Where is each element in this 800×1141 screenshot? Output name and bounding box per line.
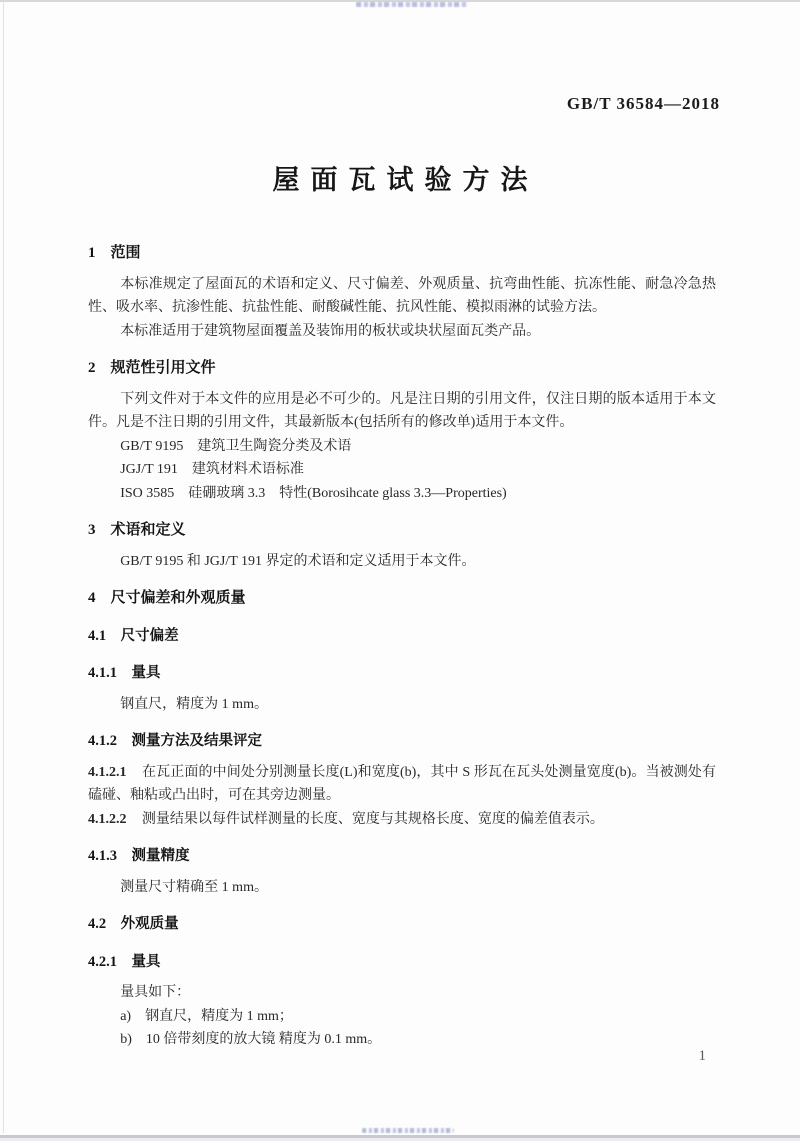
clause-text: 测量结果以每件试样测量的长度、宽度与其规格长度、宽度的偏差值表示。 <box>141 811 604 827</box>
section-4-1-3-paragraph: 测量尺寸精确至 1 mm。 <box>120 879 268 895</box>
section-4-1-1-paragraph: 钢直尺，精度为 1 mm。 <box>120 696 268 712</box>
section-1-heading: 1 范围 <box>88 245 141 261</box>
list-item-b: b) 10 倍带刻度的放大镜 精度为 0.1 mm。 <box>120 1032 382 1047</box>
clause-number: 4.1.2.1 <box>88 764 127 780</box>
section-3-paragraph: GB/T 9195 和 JGJ/T 191 界定的术语和定义适用于本文件。 <box>120 553 476 569</box>
clause-4-1-2-2 <box>88 808 716 832</box>
page-number: 1 <box>698 1048 706 1064</box>
watermark-top <box>356 2 468 7</box>
section-2-heading: 2 规范性引用文件 <box>88 360 216 376</box>
section-4-1-2-heading: 4.1.2 测量方法及结果评定 <box>88 733 262 749</box>
section-1-paragraph: 本标准规定了屋面瓦的术语和定义、尺寸偏差、外观质量、抗弯曲性能、抗冻性能、耐急冷急热性、吸水率、抗渗性能、抗盐性能、耐酸碱性能、抗风性能、模拟雨淋的试验方法。 <box>88 276 716 315</box>
section-4-2-heading: 4.2 外观质量 <box>88 916 179 932</box>
section-4-1-heading: 4.1 尺寸偏差 <box>88 627 179 644</box>
section-3-heading: 3 术语和定义 <box>88 522 186 538</box>
clause-text: 在瓦正面的中间处分别测量长度(L)和宽度(b)，其中 S 形瓦在瓦头处测量宽度(b)。当被测处有磕碰、釉粘或凸出时，可在其旁边测量。 <box>88 764 716 803</box>
clause-4-1-2-1 <box>88 761 716 808</box>
section-4-1-3-heading: 4.1.3 测量精度 <box>88 848 190 864</box>
standard-code: GB/T 36584—2018 <box>566 94 720 113</box>
section-4-2-1-intro: 量具如下： <box>120 985 191 1000</box>
document-body <box>88 228 716 1052</box>
reference-item: JGJ/T 191 建筑材料术语标准 <box>120 462 304 477</box>
document-title: 屋面瓦试验方法 <box>272 165 539 195</box>
section-2-intro: 下列文件对于本文件的应用是必不可少的。凡是注日期的引用文件，仅注日期的版本适用于本文件。凡是不注日期的引用文件，其最新版本(包括所有的修改单)适用于本文件。 <box>88 391 716 430</box>
clause-number: 4.1.2.2 <box>88 811 127 827</box>
section-4-1-1-heading: 4.1.1 量具 <box>88 665 161 681</box>
section-4-heading: 4 尺寸偏差和外观质量 <box>88 590 246 606</box>
reference-item: GB/T 9195 建筑卫生陶瓷分类及术语 <box>120 438 352 454</box>
section-4-2-1-heading: 4.2.1 量具 <box>88 953 161 970</box>
list-item-a: a) 钢直尺，精度为 1 mm； <box>120 1008 293 1024</box>
reference-item: ISO 3585 硅硼玻璃 3.3 特性(Borosihcate glass 3.3—Properties) <box>120 485 507 501</box>
section-1-paragraph: 本标准适用于建筑物屋面覆盖及装饰用的板状或块状屋面瓦类产品。 <box>120 323 541 339</box>
watermark-bottom <box>362 1128 454 1133</box>
